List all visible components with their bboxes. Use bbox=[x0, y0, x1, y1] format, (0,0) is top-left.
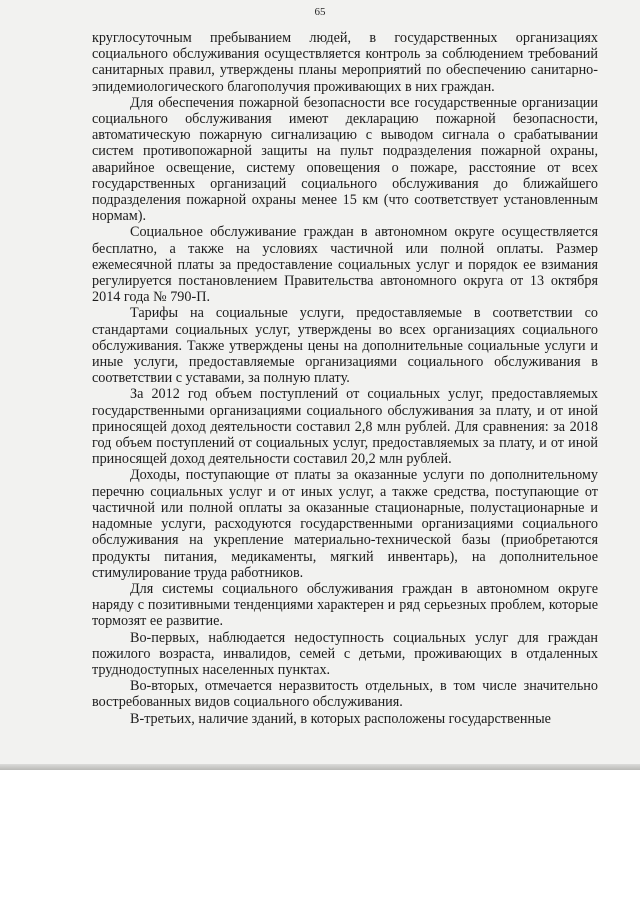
paragraph: Доходы, поступающие от платы за оказанные услуги по дополнительному перечню социальных услуг и от иных услуг, а также средства, поступающие от частичной или полной оплаты за оказанные стационарные, полустационарные и надомные услуги, расходуются государственными организациями социального обслуживания на укрепление материально-технической базы (приобретаются продукты питания, медикаменты, мягкий инвентарь), на дополнительное стимулирование труда работников. bbox=[92, 467, 598, 581]
page-number: 65 bbox=[314, 6, 326, 18]
paragraph: В-третьих, наличие зданий, в которых расположены государственные bbox=[130, 710, 551, 727]
paragraph: круглосуточным пребыванием людей, в государственных организациях социального обслуживания осуществляется контроль за соблюдением требований санитарных правил, утверждены планы мероприятий по обеспечению санитарно-эпидемиологического благополучия проживающих в них граждан. bbox=[92, 30, 598, 95]
paragraph: Во-первых, наблюдается недоступность социальных услуг для граждан пожилого возраста, инвалидов, семей с детьми, проживающих в отдаленных труднодоступных населенных пунктах. bbox=[92, 629, 598, 678]
paragraph: Социальное обслуживание граждан в автономном округе осуществляется бесплатно, а также на условиях частичной или полной оплаты. Размер ежемесячной платы за предоставление социальных услуг и порядок ее взимания регулируется постановлением Правительства автономного округа от 13 октября 2014 года № 790-П. bbox=[92, 224, 598, 306]
document-body bbox=[92, 30, 598, 727]
paragraph: За 2012 год объем поступлений от социальных услуг, предоставляемых государственными организациями социального обслуживания за плату, и от иной приносящей доход деятельности составил 2,8 млн рублей. Для сравнения: за 2018 год объем поступлений от социальных услуг, предоставляемых за плату, и от иной приносящей доход деятельности составил 20,2 млн рублей. bbox=[92, 386, 598, 468]
paragraph: Для системы социального обслуживания граждан в автономном округе наряду с позитивными тенденциями характерен и ряд серьезных проблем, которые тормозят ее развитие. bbox=[92, 580, 598, 630]
paragraph: Для обеспечения пожарной безопасности все государственные организации социального обслуживания имеют декларацию пожарной безопасности, автоматическую пожарную сигнализацию с выводом сигнала о срабатывании систем противопожарной защиты на пульт подразделения пожарной охраны, аварийное освещение, систему оповещения о пожаре, расстояние от всех государственных организаций социального обслуживания до ближайшего подразделения пожарной охраны менее 15 км (что соответствует установленным нормам). bbox=[92, 94, 598, 225]
paragraph: Во-вторых, отмечается неразвитость отдельных, в том числе значительно востребованных видов социального обслуживания. bbox=[92, 678, 598, 711]
scan-bottom-edge bbox=[0, 764, 640, 770]
paragraph: Тарифы на социальные услуги, предоставляемые в соответствии со стандартами социальных услуг, утверждены во всех организациях социального обслуживания. Также утверждены цены на дополнительные социальные услуги и иные услуги, предоставляемые организациями социального обслуживания в соответствии с уставами, за полную плату. bbox=[92, 305, 598, 387]
